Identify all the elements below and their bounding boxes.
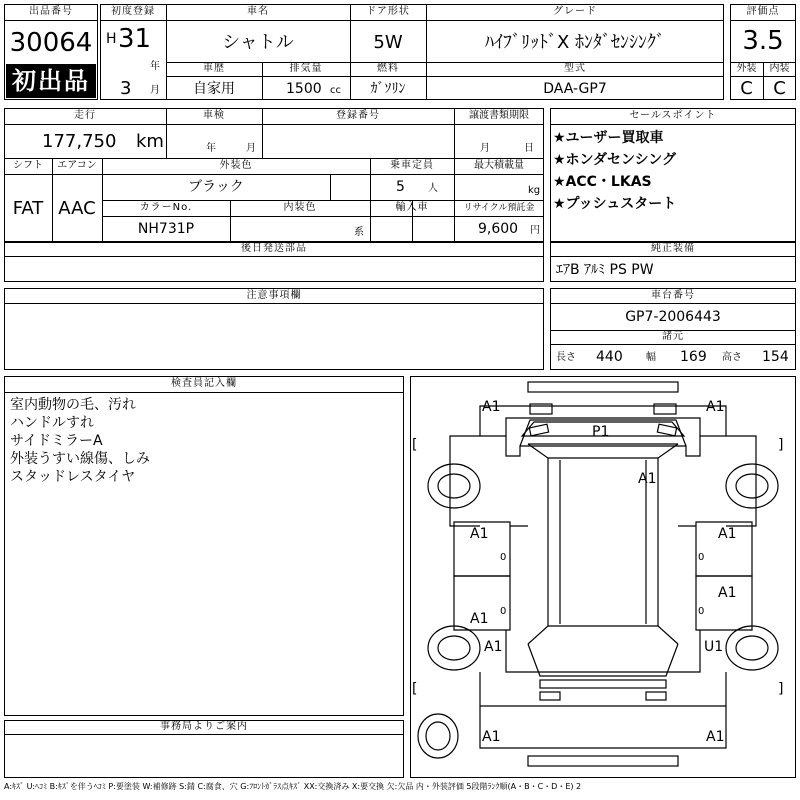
mark-rear-left: A1 [482, 729, 501, 745]
history: 自家用 [193, 81, 235, 97]
legend: A:ｷｽﾞ U:ﾍｺﾐ B:ｷｽﾞを伴うﾍｺﾐ P:要塗装 W:補修跡 S:錆 C:腐食、穴 G:ﾌﾛﾝﾄｶﾞﾗｽ点ｷｽﾞ XX:交換済み X:要交換 欠:欠品 内・外装評価 5段階ﾗﾝｸ順(A・B・C・D・E) 2 [4, 782, 582, 791]
history-label: 車歴 [203, 63, 225, 74]
mark-rear-door-left: A1 [470, 611, 489, 627]
color-no-label: カラーNo. [139, 202, 193, 213]
sales-point-3: ★ACC・LKAS [553, 174, 652, 190]
insp-year-unit: 年 [206, 143, 216, 154]
transfer-label: 譲渡書類期限 [469, 110, 529, 121]
mark-front-right: A1 [706, 399, 725, 415]
reg-year: 31 [118, 24, 152, 54]
length: 440 [596, 349, 623, 365]
reg-month-unit: 月 [150, 85, 160, 96]
mark-zero-3: 0 [500, 606, 507, 617]
recycle: 9,600 [478, 221, 519, 237]
lot-number: 30064 [9, 28, 93, 58]
seats: 5 [396, 179, 405, 195]
bracket-rear-right: ] [778, 681, 784, 697]
mileage: 177,750 [42, 131, 117, 152]
recycle-label: リサイクル預託金 [463, 203, 535, 213]
bracket-front-right: ] [778, 437, 784, 453]
grade-label: グレード [553, 6, 597, 17]
exterior-label: 外装 [736, 63, 757, 74]
displacement: 1500 [286, 81, 322, 97]
notes-label: 注意事項欄 [246, 290, 302, 301]
chassis-label: 車台番号 [651, 290, 695, 301]
reg-era: H [106, 31, 117, 47]
interior-grade: C [773, 78, 786, 99]
load-unit: kg [528, 185, 541, 196]
width-label: 幅 [646, 352, 656, 363]
inspection-label: 車検 [203, 110, 225, 121]
recycle-unit: 円 [530, 225, 540, 236]
inspector-label: 検査員記入欄 [171, 378, 237, 389]
import-label: 輸入車 [395, 202, 429, 213]
inspector-line-3: サイドミラーA [10, 433, 103, 449]
grade: ﾊｲﾌﾞﾘｯﾄﾞX ﾎﾝﾀﾞｾﾝｼﾝｸﾞ [484, 32, 666, 53]
insp-month-unit: 月 [246, 143, 256, 154]
later-parts-label: 後日発送部品 [241, 243, 307, 254]
transfer-month-unit: 月 [480, 143, 490, 154]
ac-label: エアコン [57, 160, 97, 171]
ext-color-label: 外装色 [219, 160, 253, 171]
height-label: 高さ [722, 352, 742, 363]
reg-year-unit: 年 [150, 61, 160, 72]
bracket-front-left: [ [412, 437, 418, 453]
exterior-grade: C [740, 78, 753, 99]
lot-label: 出品番号 [29, 6, 73, 17]
car-name: シャトル [222, 32, 294, 53]
office-label: 事務局よりご案内 [160, 721, 248, 732]
interior-label: 内装 [769, 63, 790, 74]
ac: AAC [58, 198, 96, 219]
equipment: ｴｱB ｱﾙﾐ PS PW [556, 262, 654, 278]
fuel-label: 燃料 [377, 63, 399, 74]
fuel: ｶﾞｿﾘﾝ [370, 81, 406, 97]
load-label: 最大積載量 [474, 160, 524, 171]
mark-rear-fender-left: A1 [484, 639, 503, 655]
transfer-day-unit: 日 [524, 143, 534, 154]
sales-point-2: ★ホンダセンシング [553, 152, 677, 168]
model-code: DAA-GP7 [543, 81, 607, 97]
mark-windshield: P1 [592, 424, 610, 440]
mark-rear-door-right: A1 [718, 585, 737, 601]
score: 3.5 [742, 26, 784, 56]
mark-zero-2: 0 [698, 552, 705, 563]
score-label: 評価点 [746, 6, 780, 17]
model-label: 型式 [564, 63, 586, 74]
equipment-label: 純正装備 [651, 243, 695, 254]
mark-rear-right: A1 [706, 729, 725, 745]
door-label: ドア形状 [366, 6, 410, 17]
mileage-unit: km [136, 131, 164, 152]
door-type: 5W [373, 32, 403, 53]
length-label: 長さ [556, 352, 576, 363]
mark-zero-1: 0 [500, 552, 507, 563]
inspector-line-2: ハンドルすれ [10, 415, 94, 431]
seats-unit: 人 [428, 183, 438, 194]
displacement-unit: cc [330, 85, 341, 96]
specs-label: 諸元 [662, 331, 684, 342]
bracket-rear-left: [ [412, 681, 418, 697]
mark-front-left: A1 [482, 399, 501, 415]
car-name-label: 車名 [247, 6, 269, 17]
sales-point-1: ★ユーザー買取車 [553, 130, 664, 146]
width: 169 [680, 349, 707, 365]
mark-front-door-left: A1 [470, 526, 489, 542]
mark-rear-fender-right: U1 [704, 639, 724, 655]
inspector-line-4: 外装うすい線傷、しみ [10, 451, 150, 467]
reg-month: 3 [120, 78, 132, 99]
inspector-line-1: 室内動物の毛、汚れ [10, 397, 136, 413]
int-color-label: 内装色 [283, 202, 317, 213]
shift: FAT [12, 198, 44, 219]
mark-front-door-right: A1 [718, 526, 737, 542]
int-color-unit: 系 [354, 227, 364, 238]
seats-label: 乗車定員 [390, 160, 434, 171]
mileage-label: 走行 [74, 110, 96, 121]
sales-point-4: ★プッシュスタート [553, 196, 677, 212]
mark-roof: A1 [638, 471, 657, 487]
chassis: GP7-2006443 [625, 309, 721, 325]
plate-label: 登録番号 [336, 110, 380, 121]
sales-label: セールスポイント [629, 110, 717, 121]
shift-label: シフト [13, 160, 43, 171]
ext-color: ブラック [188, 179, 244, 195]
row2-box [4, 108, 544, 242]
mark-zero-4: 0 [698, 606, 705, 617]
inspector-line-5: スタッドレスタイヤ [10, 469, 136, 485]
displacement-label: 排気量 [289, 63, 323, 74]
first-listing-badge: 初出品 [6, 64, 96, 98]
color-no: NH731P [137, 221, 195, 237]
reg-label: 初度登録 [111, 6, 155, 17]
height: 154 [762, 349, 789, 365]
